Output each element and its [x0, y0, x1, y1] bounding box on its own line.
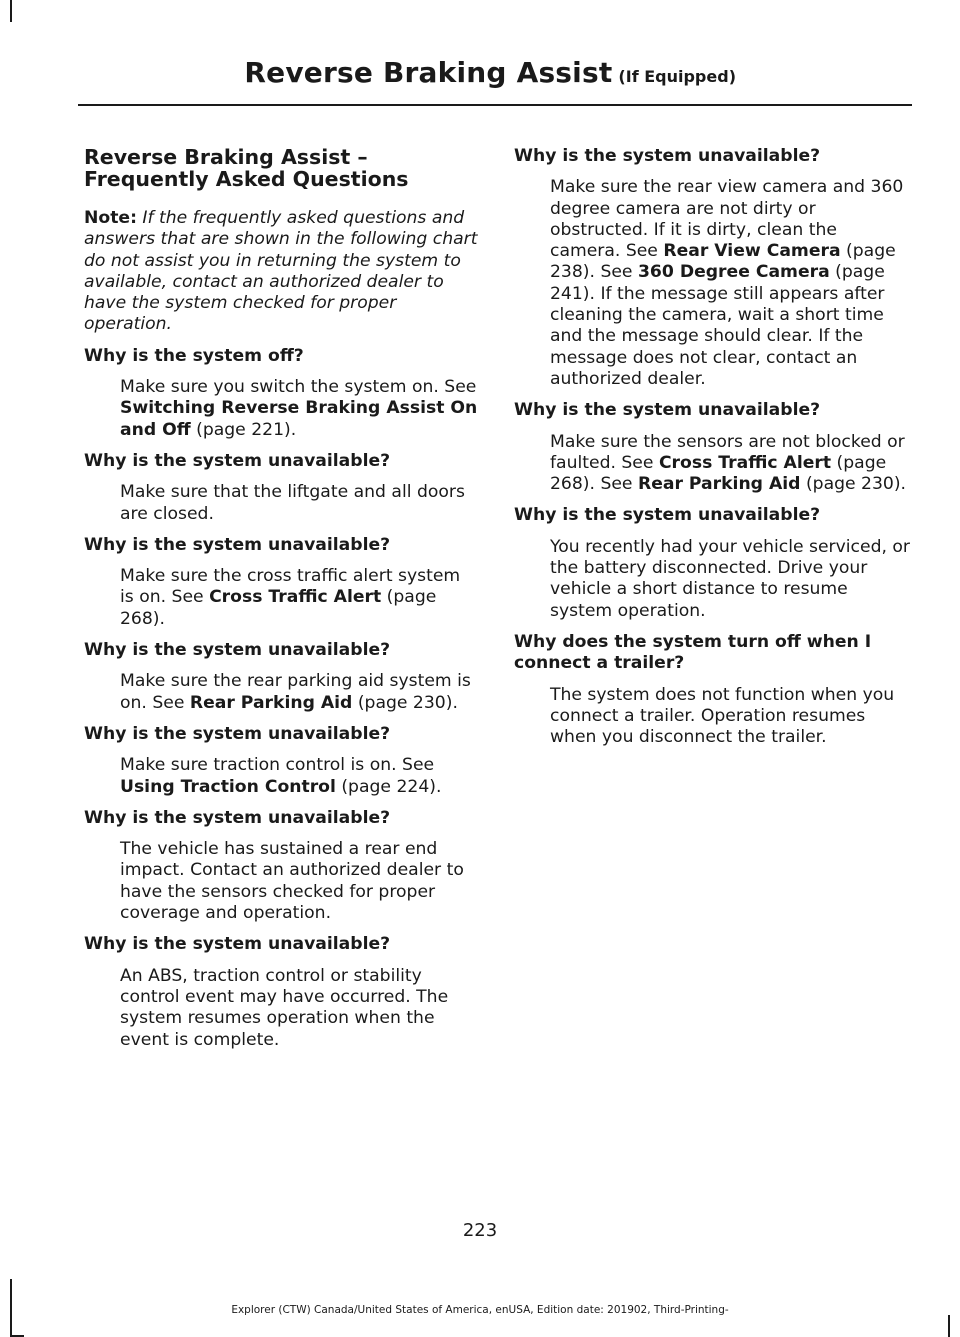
faq-answer-5-text: Make sure traction control is on. See: [120, 755, 435, 776]
page-header: [78, 56, 912, 106]
faq-answer-3: [120, 566, 478, 630]
faq-answer-9-text: Make sure the sensors are not blocked or faulted. See: [550, 431, 905, 473]
faq-answer-2-text: Make sure that the liftgate and all doors are closed.: [120, 482, 465, 524]
faq-answer-2: [120, 482, 478, 525]
faq-question-7: Why is the system unavailable?: [84, 934, 391, 955]
faq-answer-6: [120, 839, 478, 924]
faq-answer-8: [550, 177, 912, 390]
crop-mark-bottom-right: [948, 1315, 950, 1337]
faq-answer-8-text: Make sure the rear view camera and 360 degree camera are not dirty or obstructed. If it is dirty, clean the camera. See: [550, 177, 904, 262]
faq-answer-5-page: (page 224).: [335, 776, 442, 797]
faq-answer-8-page-1: (page 238). See: [550, 241, 896, 283]
section-title: [84, 146, 478, 190]
faq-answer-5-link[interactable]: Using Traction Control: [120, 776, 336, 797]
crop-mark-top-left: [10, 0, 12, 22]
faq-answer-7: [120, 966, 478, 1051]
faq-question-9: Why is the system unavailable?: [514, 400, 821, 421]
faq-answer-8-link-2[interactable]: 360 Degree Camera: [637, 262, 830, 283]
faq-answer-11: [550, 685, 912, 749]
faq-question-10: Why is the system unavailable?: [514, 505, 821, 526]
faq-answer-9-page-2: (page 230).: [800, 474, 907, 495]
faq-answer-7-text: An ABS, traction control or stability control event may have occurred. The system resumes operation when the event is complete.: [120, 965, 449, 1050]
note-label: Note:: [84, 208, 137, 228]
faq-answer-10-text: You recently had your vehicle serviced, or the battery disconnected. Drive your vehicle a short distance to resume system operation.: [550, 536, 910, 621]
page-footer: Explorer (CTW) Canada/United States of America, enUSA, Edition date: 201902, Third-Printing-: [231, 1304, 729, 1316]
faq-answer-3-page: (page 268).: [120, 587, 437, 629]
faq-answer-6-text: The vehicle has sustained a rear end impact. Contact an authorized dealer to have the sensors checked for proper coverage and operation.: [120, 839, 464, 924]
header-subtitle: (If Equipped): [618, 67, 736, 86]
faq-question-3: Why is the system unavailable?: [84, 534, 391, 555]
faq-question-1: Why is the system off?: [84, 345, 304, 366]
faq-answer-9-link-2[interactable]: Rear Parking Aid: [637, 474, 801, 495]
faq-question-4: Why is the system unavailable?: [84, 640, 391, 661]
note-text: If the frequently asked questions and answers that are shown in the following chart do not assist you in returning the system to available, contact an authorized dealer to have the system checked for proper operation.: [84, 208, 478, 335]
faq-answer-5: [120, 755, 478, 798]
faq-answer-8-rest: (page 241). If the message still appears after cleaning the camera, wait a short time and the message should clear. If the message does not clear, contact an authorized dealer.: [550, 262, 885, 389]
faq-answer-11-text: The system does not function when you connect a trailer. Operation resumes when you disconnect the trailer.: [550, 684, 895, 748]
faq-answer-1-page: (page 221).: [190, 419, 297, 440]
faq-answer-1-link[interactable]: Switching Reverse Braking Assist On and Off: [120, 398, 478, 440]
faq-question-5: Why is the system unavailable?: [84, 723, 391, 744]
faq-answer-1: [120, 377, 478, 441]
faq-answer-4: [120, 671, 478, 714]
left-column: [84, 146, 478, 1061]
faq-answer-9: [550, 432, 912, 496]
faq-answer-9-link-1[interactable]: Cross Traffic Alert: [658, 452, 832, 473]
faq-answer-3-link[interactable]: Cross Traffic Alert: [209, 587, 382, 608]
note-paragraph: [84, 208, 478, 336]
header-title: Reverse Braking Assist: [244, 56, 613, 89]
faq-answer-4-page: (page 230).: [352, 692, 458, 713]
faq-answer-4-text: Make sure the rear parking aid system is on. See: [120, 671, 471, 713]
faq-question-8: Why is the system unavailable?: [514, 146, 821, 166]
section-title-line-2: Frequently Asked Questions: [84, 167, 409, 191]
faq-answer-4-link[interactable]: Rear Parking Aid: [189, 692, 353, 713]
faq-answer-1-text: Make sure you switch the system on. See: [120, 377, 477, 398]
faq-answer-8-link-1[interactable]: Rear View Camera: [663, 241, 841, 262]
section-title-line-1: Reverse Braking Assist –: [84, 145, 368, 169]
faq-question-2: Why is the system unavailable?: [84, 450, 391, 471]
faq-question-11: Why does the system turn off when I connect a trailer?: [514, 631, 872, 674]
right-column: [514, 146, 912, 758]
page-number: 223: [462, 1220, 498, 1241]
faq-answer-9-page-1: (page 268). See: [550, 452, 887, 495]
faq-answer-10: [550, 537, 912, 622]
faq-answer-3-text: Make sure the cross traffic alert system is on. See: [120, 566, 461, 608]
faq-question-6: Why is the system unavailable?: [84, 807, 391, 828]
